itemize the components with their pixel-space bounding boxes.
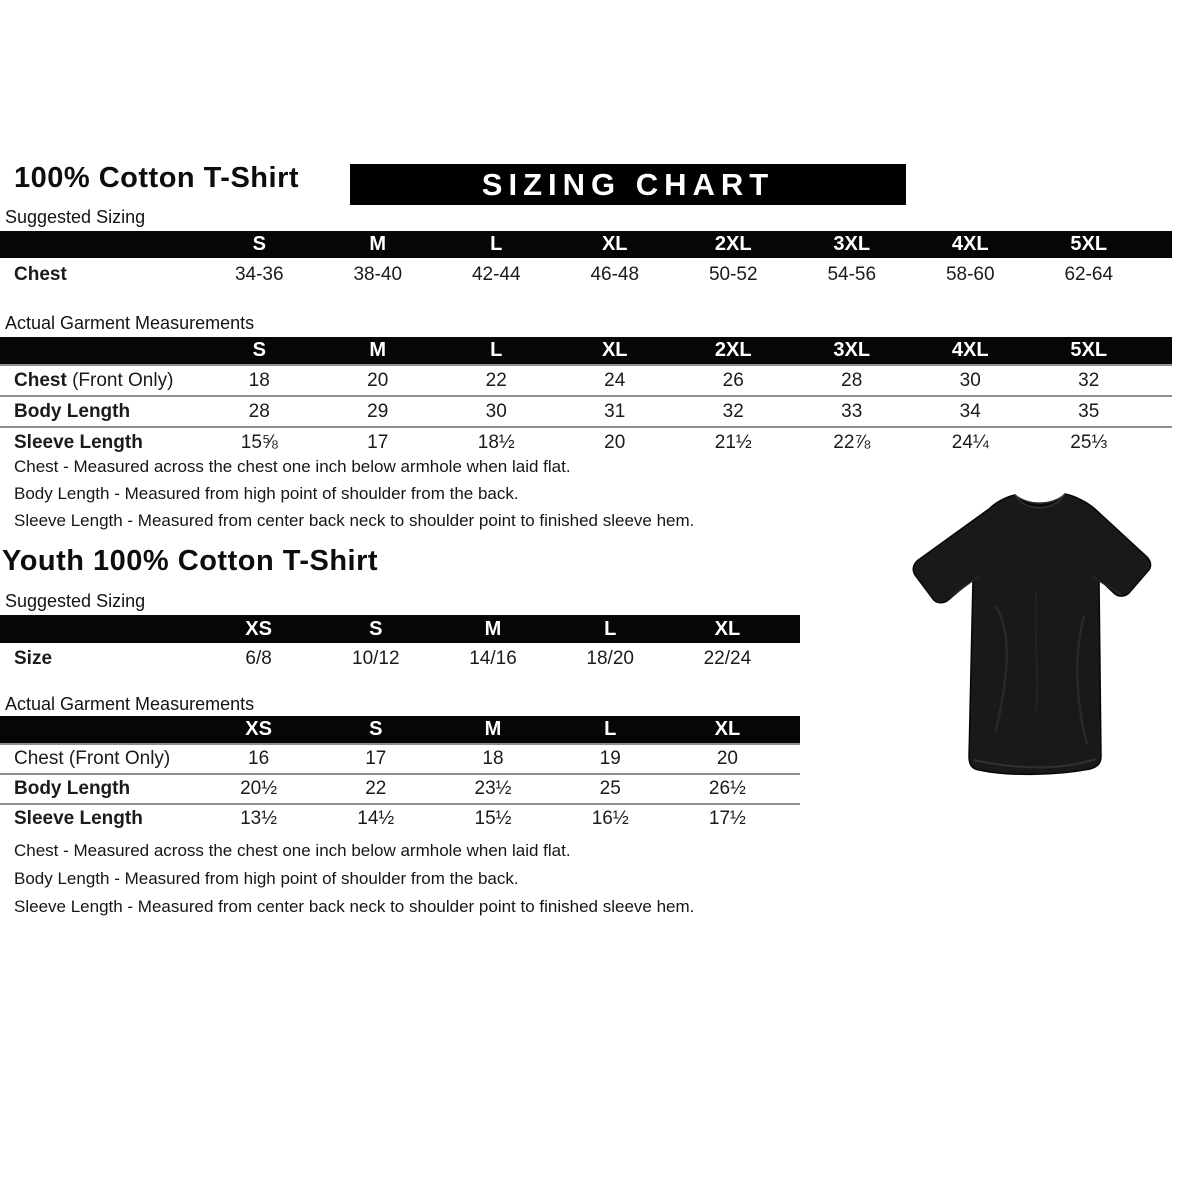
size-column-header: S [252,339,266,361]
measurement-value-cell: 30 [485,400,507,422]
measurement-value-cell: 17 [365,748,387,769]
measurement-value-cell: 22⅞ [833,431,871,453]
table-row [0,643,800,675]
row-label: Sleeve Length [14,808,143,829]
table-row [0,364,1172,395]
measurement-note: Sleeve Length - Measured from center back neck to shoulder point to finished sleeve hem. [14,897,695,916]
tshirt-body [913,494,1150,774]
measurement-value-cell: 6/8 [245,648,272,669]
row-label: Body Length [14,778,131,799]
table-row [0,395,1172,426]
measurement-value-cell: 26½ [708,778,746,799]
adult-suggested-table-header [0,231,1172,258]
measurement-value-cell: 14/16 [469,648,517,669]
measurement-value-cell: 13½ [240,808,278,829]
measurement-value-cell: 34-36 [234,264,284,285]
empty-header-cell [0,615,200,643]
measurement-value-cell: 28 [248,400,270,422]
measurement-value-cell: 32 [722,400,744,422]
youth-measurements-heading: Actual Garment Measurements [5,694,255,714]
youth-measurements-table-header [0,716,800,743]
measurement-note: Chest - Measured across the chest one inch below armhole when laid flat. [14,457,571,476]
size-column-header: S [252,233,266,255]
measurement-value-cell: 22 [365,778,387,799]
size-column-header: 4XL [951,339,989,361]
adult-measurements-heading: Actual Garment Measurements [5,313,255,333]
empty-header-cell [0,231,200,258]
youth-section-title: Youth 100% Cotton T-Shirt [2,545,379,577]
measurement-value-cell: 62-64 [1064,264,1114,285]
size-column-header: XL [714,617,741,640]
youth-suggested-table-header [0,615,800,643]
empty-header-cell [0,337,200,364]
size-column-header: M [369,339,387,361]
adult-suggested-table [0,231,1172,292]
row-label: Chest [14,264,67,285]
measurement-value-cell: 32 [1078,369,1100,391]
size-column-header: M [484,718,502,740]
measurement-value-cell: 18 [482,748,504,769]
size-column-header: L [604,617,617,640]
adult-section-title: 100% Cotton T-Shirt [14,162,300,194]
measurement-value-cell: 30 [959,369,981,391]
measurement-value-cell: 35 [1078,400,1100,422]
measurement-value-cell: 17½ [708,808,746,829]
size-column-header: L [490,339,503,361]
row-label: Chest (Front Only) [14,748,171,769]
measurement-value-cell: 20 [367,369,389,391]
sizing-chart-banner [350,164,906,205]
adult-measurements-table [0,337,1172,457]
measurement-value-cell: 25 [599,778,621,799]
measurement-value-cell: 14½ [357,808,395,829]
adult-suggested-heading: Suggested Sizing [5,207,146,227]
measurement-value-cell: 26 [722,369,744,391]
measurement-value-cell: 20½ [240,778,278,799]
measurement-value-cell: 18/20 [586,648,634,669]
measurement-value-cell: 10/12 [352,648,400,669]
measurement-note: Body Length - Measured from high point of shoulder from the back. [14,484,519,503]
size-column-header: L [490,233,503,255]
measurement-value-cell: 15⅝ [240,431,278,453]
size-column-header: XS [245,718,272,740]
row-label: Chest (Front Only) [14,369,174,391]
size-column-header: XL [714,718,741,740]
size-column-header: S [369,617,383,640]
measurement-value-cell: 22 [485,369,507,391]
sizing-chart-banner-text: SIZING CHART [481,166,775,202]
table-row [0,743,800,773]
measurement-value-cell: 28 [841,369,863,391]
youth-suggested-table [0,615,800,675]
measurement-value-cell: 18 [248,369,270,391]
youth-measurements-table [0,716,800,833]
measurement-value-cell: 50-52 [708,264,758,285]
measurement-note: Sleeve Length - Measured from center back neck to shoulder point to finished sleeve hem. [14,511,695,530]
row-label: Size [14,648,53,669]
measurement-value-cell: 24 [604,369,626,391]
measurement-value-cell: 20 [604,431,626,453]
empty-header-cell [0,716,200,743]
measurement-value-cell: 23½ [474,778,512,799]
black-tshirt-photo [888,476,1196,808]
measurement-value-cell: 54-56 [827,264,877,285]
size-column-header: XL [601,339,628,361]
table-row [0,426,1172,457]
size-column-header: XL [601,233,628,255]
measurement-value-cell: 17 [367,431,389,453]
measurement-value-cell: 58-60 [945,264,995,285]
size-column-header: S [369,718,383,740]
measurement-note: Body Length - Measured from high point of shoulder from the back. [14,869,519,888]
measurement-value-cell: 31 [604,400,626,422]
measurement-note: Chest - Measured across the chest one inch below armhole when laid flat. [14,841,571,860]
table-row [0,803,800,833]
measurement-value-cell: 21½ [714,431,752,453]
size-column-header: 3XL [833,339,871,361]
measurement-value-cell: 38-40 [353,264,403,285]
table-row [0,773,800,803]
measurement-value-cell: 22/24 [703,648,752,669]
measurement-value-cell: 18½ [477,431,515,453]
size-column-header: 5XL [1070,339,1108,361]
size-column-header: M [369,233,387,255]
size-column-header: 2XL [714,339,752,361]
row-label: Body Length [14,400,131,422]
measurement-value-cell: 46-48 [590,264,640,285]
row-label: Sleeve Length [14,431,143,453]
measurement-value-cell: 20 [716,748,738,769]
measurement-value-cell: 16 [248,748,270,769]
youth-suggested-heading: Suggested Sizing [5,591,146,611]
size-column-header: 5XL [1070,233,1108,255]
adult-measurements-table-header [0,337,1172,364]
size-column-header: M [484,617,502,640]
size-column-header: 2XL [714,233,752,255]
measurement-value-cell: 24¼ [951,431,989,453]
size-column-header: 3XL [833,233,871,255]
measurement-value-cell: 15½ [474,808,512,829]
size-column-header: XS [245,617,272,640]
measurement-value-cell: 16½ [591,808,629,829]
size-column-header: 4XL [951,233,989,255]
measurement-value-cell: 33 [841,400,863,422]
measurement-value-cell: 34 [959,400,981,422]
measurement-value-cell: 19 [599,748,621,769]
size-column-header: L [604,718,617,740]
measurement-value-cell: 25⅓ [1070,431,1108,453]
measurement-value-cell: 29 [367,400,389,422]
table-row [0,258,1172,292]
measurement-value-cell: 42-44 [471,264,521,285]
